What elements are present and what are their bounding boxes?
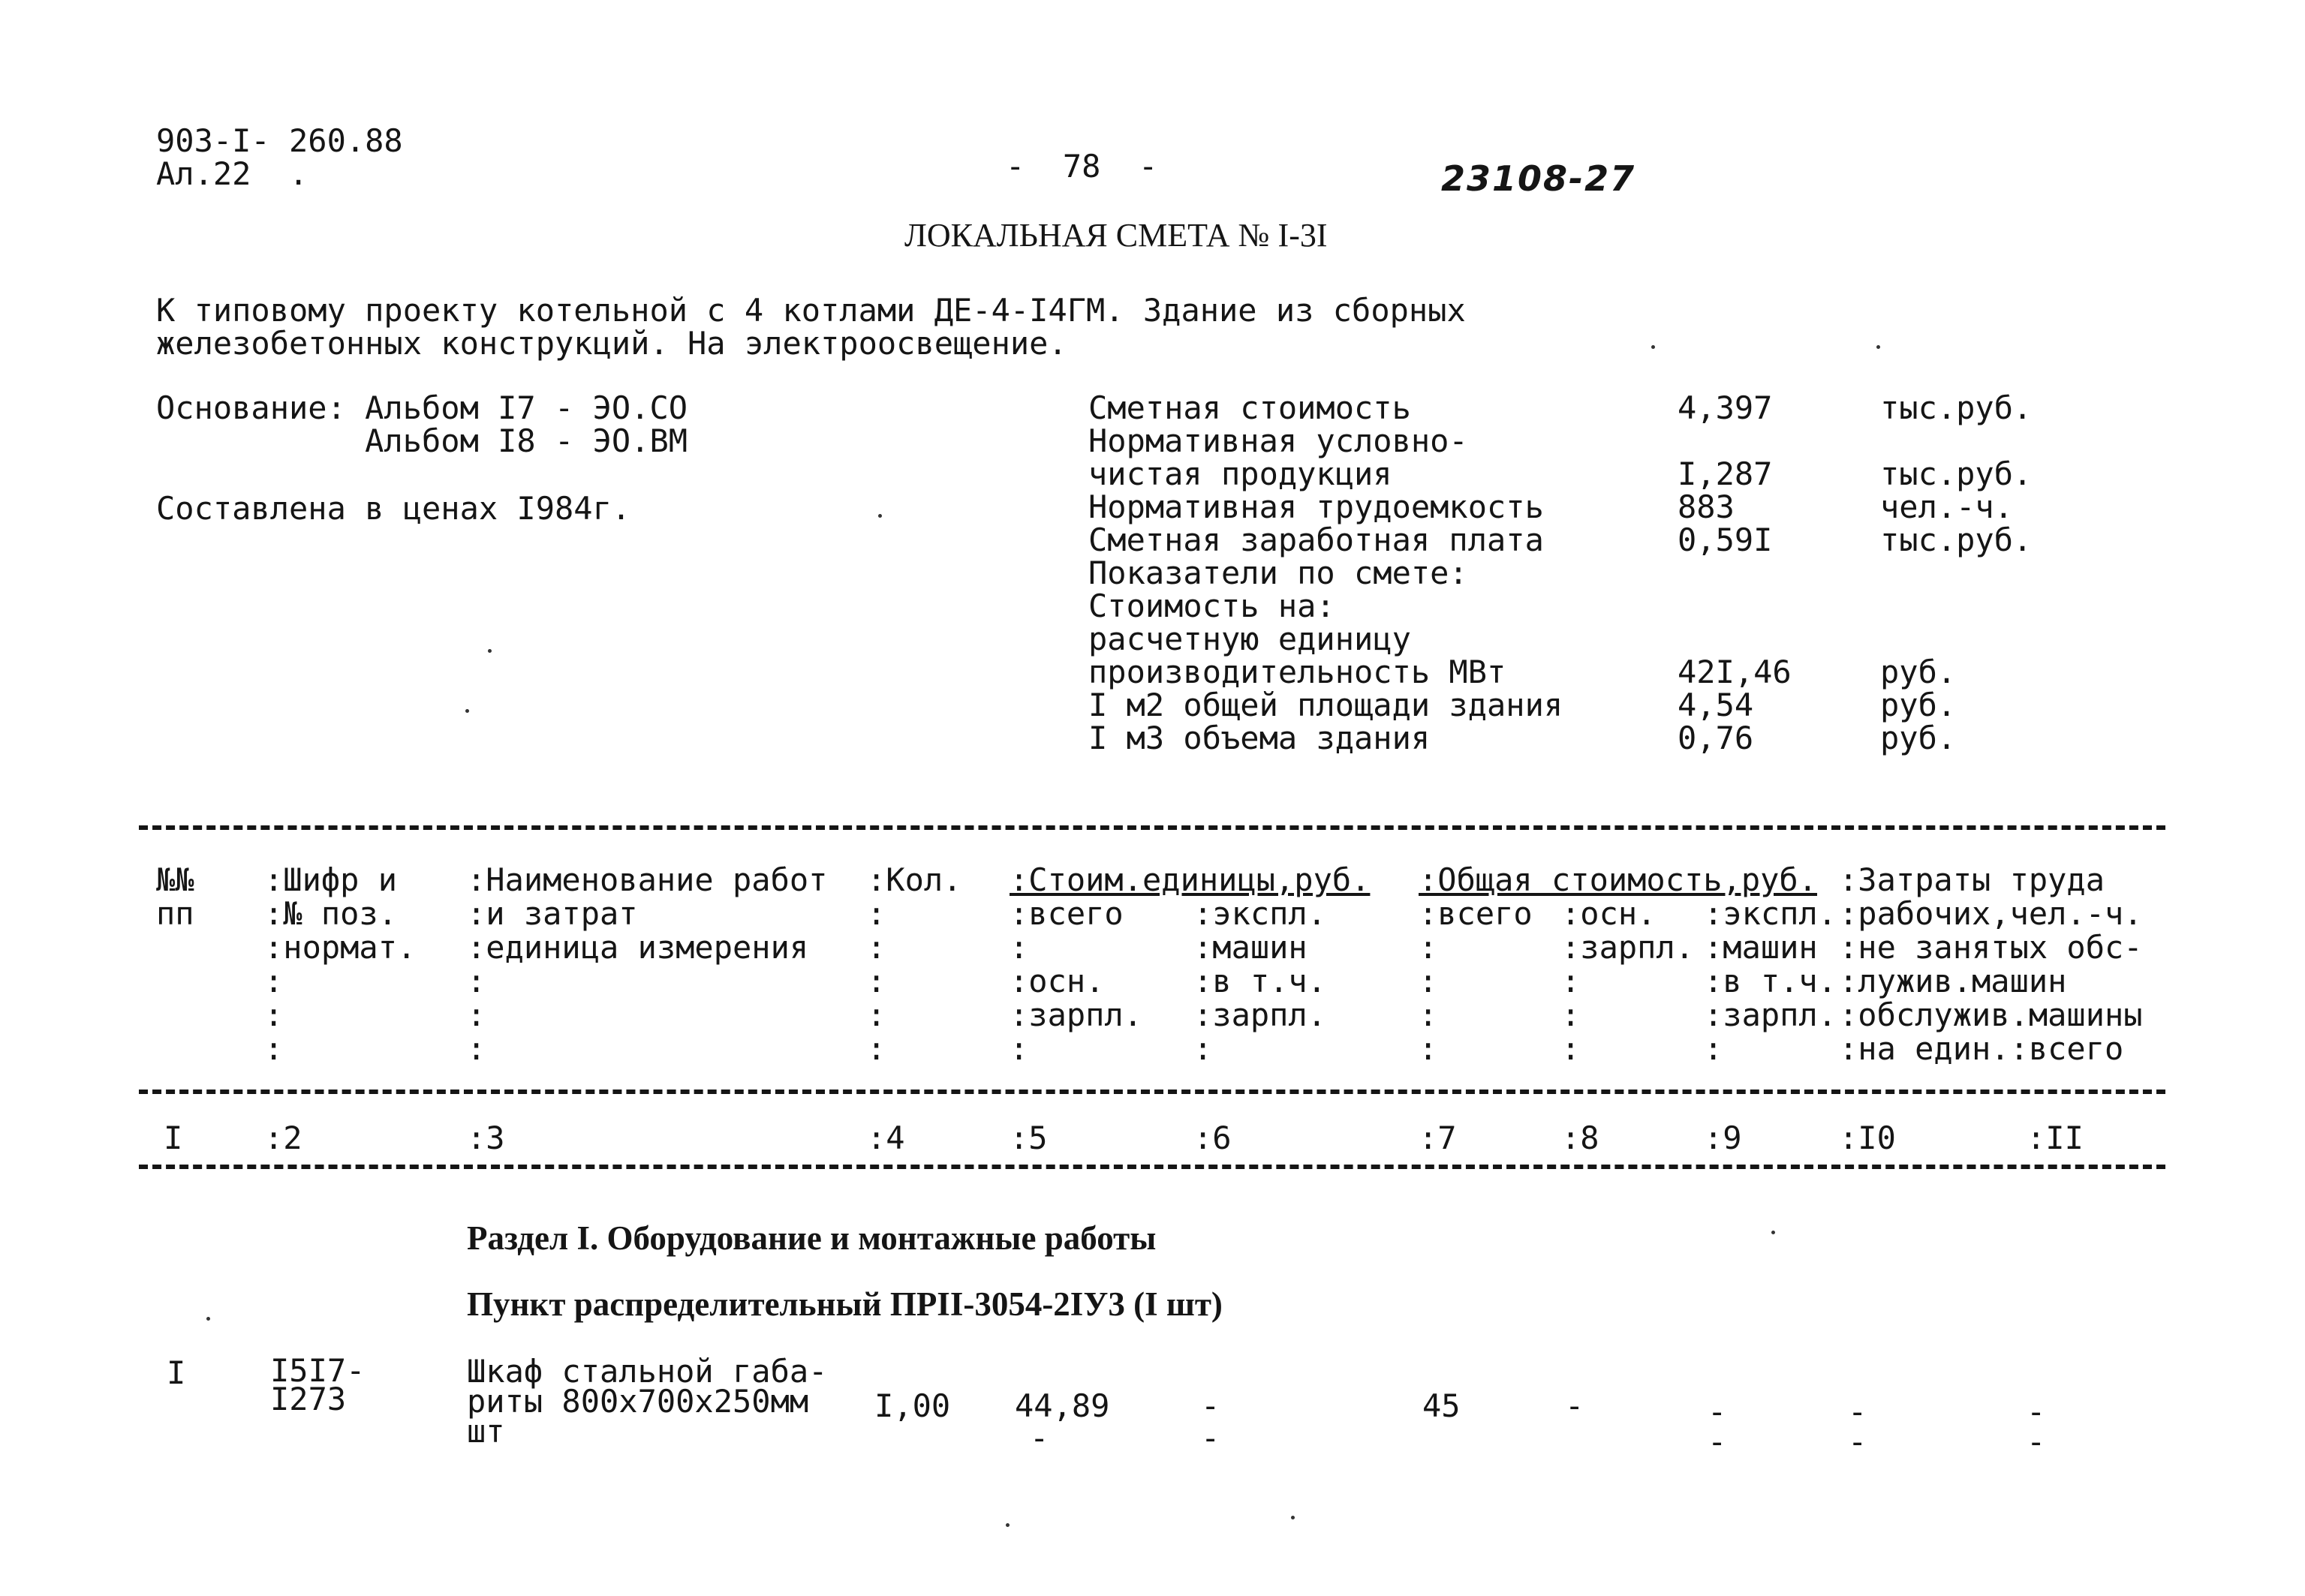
- scan-speck: [1771, 1231, 1775, 1234]
- intro-line-2: железобетонных конструкций. На электроосвещение.: [156, 325, 1067, 362]
- column-number: :8: [1561, 1120, 1599, 1156]
- row-code: I5I7- I273: [270, 1352, 366, 1417]
- summary-value: I,287: [1678, 455, 1773, 492]
- summary-value: 883: [1678, 488, 1735, 525]
- summary-label: Нормативная условно-: [1088, 422, 1468, 459]
- row-unit-machine-wage: -: [1201, 1420, 1220, 1456]
- row-total-machine-wage: -: [1708, 1423, 1727, 1460]
- album-reference: Ал.22 .: [156, 155, 308, 192]
- scan-speck: [1651, 345, 1655, 349]
- scan-speck: [1006, 1523, 1010, 1527]
- summary-unit: руб.: [1880, 687, 1957, 723]
- summary-unit: тыс.руб.: [1880, 521, 2033, 558]
- summary-unit: тыс.руб.: [1880, 455, 2033, 492]
- header-unit-cost-group: :Стоим.единицы,руб.: [1010, 861, 1371, 898]
- column-number: I: [164, 1120, 183, 1156]
- section-title: Раздел I. Оборудование и монтажные работы: [467, 1219, 1157, 1257]
- row-labor-total: -: [2027, 1393, 2046, 1430]
- summary-value: 0,76: [1678, 720, 1754, 756]
- column-number: :4: [867, 1120, 905, 1156]
- row-labor-unit: -: [1848, 1393, 1867, 1430]
- summary-value: 42I,46: [1678, 654, 1792, 690]
- column-numbers-bottom-rule: [139, 1165, 2165, 1169]
- basis-line-2: Альбом I8 - ЭО.ВМ: [156, 422, 688, 459]
- intro-line-1: К типовому проекту котельной с 4 котлами ДЕ-4-I4ГМ. Здание из сборных: [156, 292, 1466, 329]
- document-code: 903-I- 260.88: [156, 122, 403, 159]
- summary-value: 0,59I: [1678, 521, 1773, 558]
- scan-speck: [878, 514, 882, 518]
- summary-unit: руб.: [1880, 720, 1957, 756]
- row-total: 45: [1422, 1387, 1461, 1424]
- summary-label: чистая продукция: [1088, 455, 1392, 492]
- summary-label: I м2 общей площади здания: [1088, 687, 1563, 723]
- scan-speck: [1291, 1516, 1295, 1519]
- summary-label: Сметная заработная плата: [1088, 521, 1544, 558]
- header-col-labor: :Затраты труда :рабочих,чел.-ч. :не занятых обс- :лужив.машин :обслужив.машины :на един.:всего: [1839, 861, 2143, 1067]
- header-col-qty: :Кол. : : : : :: [867, 861, 962, 1067]
- header-col-total-machines: :экспл. :машин :в т.ч. :зарпл. :: [1704, 895, 1837, 1067]
- row-total-machines: -: [1708, 1393, 1727, 1430]
- summary-unit: чел.-ч.: [1880, 488, 2014, 525]
- row-unit-total: 44,89: [1015, 1387, 1110, 1424]
- summary-label: Сметная стоимость: [1088, 389, 1411, 426]
- column-number: :2: [264, 1120, 302, 1156]
- header-col-total-wages: :осн. :зарпл. : : :: [1561, 895, 1695, 1067]
- column-number: :7: [1419, 1120, 1457, 1156]
- column-number: :6: [1193, 1120, 1232, 1156]
- row-name: Шкаф стальной габа- риты 800х700х250мм шт: [467, 1353, 828, 1450]
- summary-label: Стоимость на:: [1088, 588, 1335, 624]
- basis-line-1: Основание: Альбом I7 - ЭО.СО: [156, 389, 688, 426]
- column-number: :II: [2027, 1120, 2084, 1156]
- row-total-wages: -: [1565, 1387, 1584, 1424]
- summary-value: 4,54: [1678, 687, 1754, 723]
- header-col-unit-total: :всего : :осн. :зарпл. :: [1010, 895, 1143, 1067]
- header-col-total: :всего : : : :: [1419, 895, 1533, 1067]
- header-col-unit-machines: :экспл. :машин :в т.ч. :зарпл. :: [1193, 895, 1327, 1067]
- header-total-cost-group: :Общая стоимость,руб.: [1419, 861, 1818, 898]
- table-header-bottom-rule: [139, 1090, 2165, 1094]
- scan-speck: [488, 649, 492, 653]
- summary-label: I м3 объема здания: [1088, 720, 1431, 756]
- row-labor-total-serviced: -: [2027, 1423, 2046, 1460]
- summary-value: 4,397: [1678, 389, 1773, 426]
- header-col-code: :Шифр и :№ поз. :нормат. : : :: [264, 861, 417, 1067]
- row-number: I: [167, 1354, 186, 1391]
- column-number: :9: [1704, 1120, 1742, 1156]
- summary-unit: руб.: [1880, 654, 1957, 690]
- header-col-number: №№ пп: [156, 861, 194, 932]
- column-number: :3: [467, 1120, 505, 1156]
- archive-stamp-number: 23108-27: [1441, 158, 1636, 199]
- page-number: - 78 -: [1006, 148, 1158, 185]
- table-top-rule: [139, 825, 2165, 830]
- compiled-prices: Составлена в ценах I984г.: [156, 490, 631, 527]
- scan-speck: [1876, 345, 1880, 349]
- column-number: :5: [1010, 1120, 1048, 1156]
- summary-label: производительность МВт: [1088, 654, 1506, 690]
- row-quantity: I,00: [874, 1387, 951, 1424]
- column-number: :I0: [1839, 1120, 1896, 1156]
- scan-speck: [465, 709, 469, 713]
- document-title: ЛОКАЛЬНАЯ СМЕТА № I-3I: [904, 217, 1328, 254]
- summary-label: расчетную единицу: [1088, 621, 1411, 657]
- row-labor-unit-serviced: -: [1848, 1423, 1867, 1460]
- row-unit-machines: -: [1201, 1387, 1220, 1424]
- summary-label: Нормативная трудоемкость: [1088, 488, 1544, 525]
- row-unit-wage: -: [1030, 1420, 1049, 1456]
- summary-unit: тыс.руб.: [1880, 389, 2033, 426]
- header-col-name: :Наименование работ :и затрат :единица измерения : : :: [467, 861, 828, 1067]
- scan-speck: [206, 1317, 210, 1321]
- summary-label: Показатели по смете:: [1088, 555, 1468, 591]
- section-subtitle: Пункт распределительный ПРII-3054-2IУ3 (I шт): [467, 1285, 1223, 1323]
